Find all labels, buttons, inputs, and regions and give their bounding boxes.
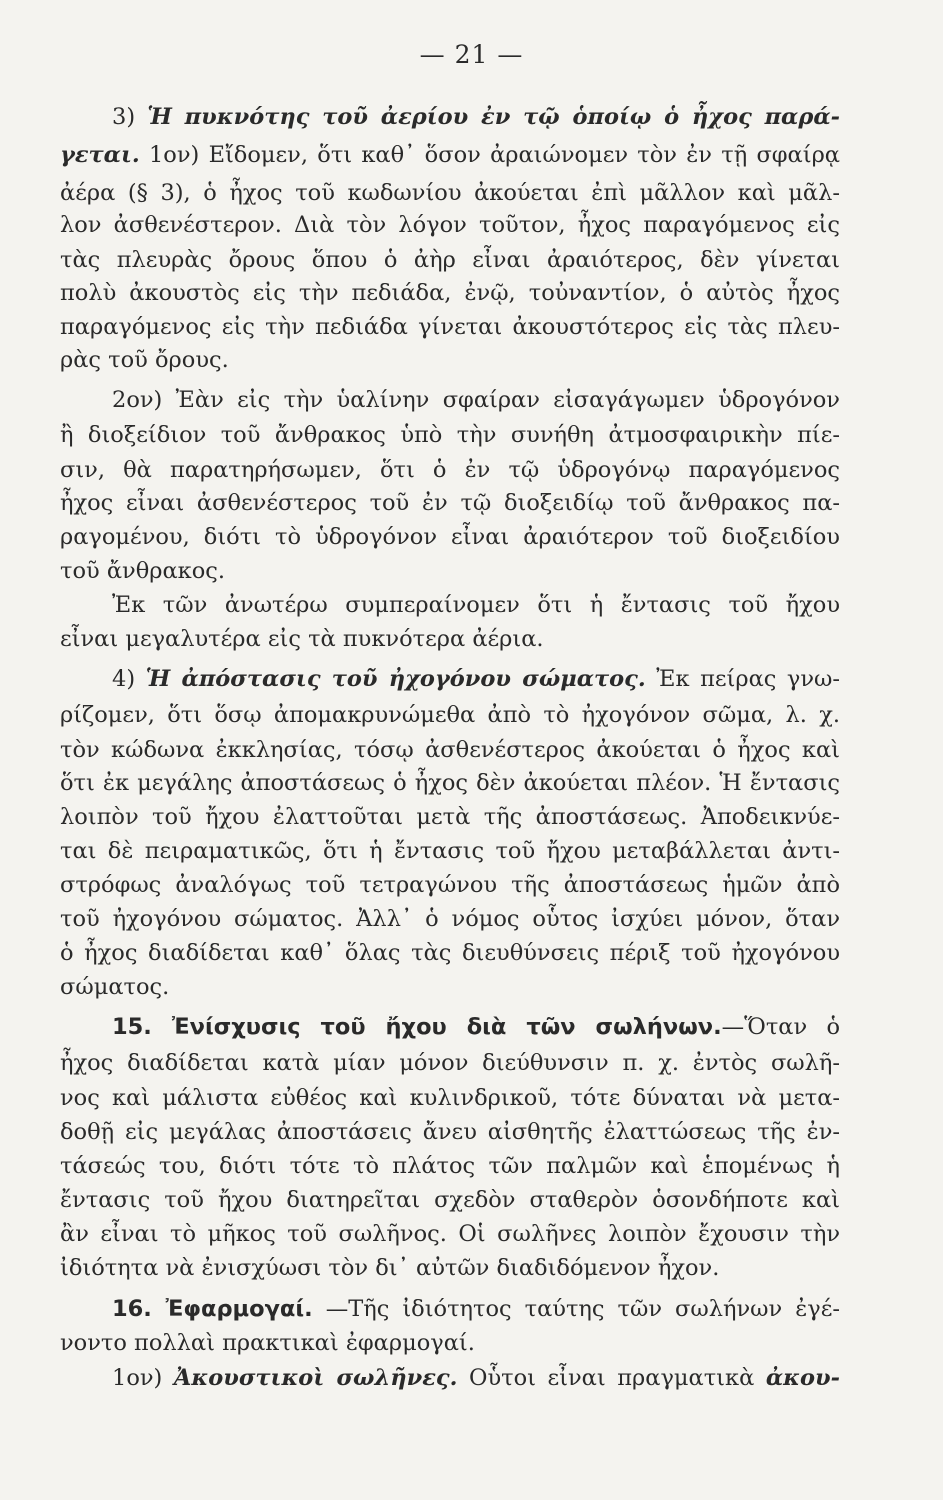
section-heading-line — [112, 1012, 840, 1042]
text-line: δοθῇ εἰς μεγάλας ἀποστάσεις ἄνευ αἰσθητῆς ἐλαττώσεως τῆς ἐν- — [60, 1119, 840, 1145]
text-line: λον ἀσθενέστερον. Διὰ τὸν λόγον τοῦτον, ἦχος παραγόμενος εἰς — [60, 212, 840, 238]
text-span: —Τῆς ἰδιότητος ταύτης τῶν σωλήνων ἐγέ- — [312, 1296, 841, 1322]
text-line — [112, 1363, 840, 1393]
section-title: Ἐνίσχυσις τοῦ ἤχου διὰ τῶν σωλήνων. — [151, 1014, 722, 1040]
text-line: νοντο πολλαὶ πρακτικαὶ ἐφαρμογαί. — [60, 1330, 475, 1356]
section-title: Ἐφαρμογαί. — [151, 1296, 313, 1322]
subsection-title: Ἀκουστικοὶ σωλῆνες. — [173, 1365, 458, 1391]
text-line: ραγομένου, διότι τὸ ὑδρογόνον εἶναι ἀραιότερον τοῦ διοξειδίου — [60, 524, 840, 550]
subsection-title: Ἡ πυκνότης τοῦ ἀερίου ἐν τῷ ὁποίῳ ὁ ἦχος παρά- — [147, 104, 840, 130]
text-line: ἦχος διαδίδεται κατὰ μίαν μόνον διεύθυνσιν π. χ. ἐντὸς σωλῆ- — [60, 1050, 840, 1076]
text-line: σώματος. — [60, 974, 170, 1000]
text-line: σιν, θὰ παρατηρήσωμεν, ὅτι ὁ ἐν τῷ ὑδρογόνῳ παραγόμενος — [60, 457, 840, 483]
item-number: 1ον) — [112, 1365, 174, 1391]
text-line: ἢ διοξείδιον τοῦ ἄνθρακος ὑπὸ τὴν συνήθη ἀτμοσφαιρικὴν πίε- — [60, 422, 840, 448]
section-number: 15. — [112, 1014, 152, 1040]
text-line: λοιπὸν τοῦ ἤχου ἐλαττοῦται μετὰ τῆς ἀποστάσεως. Ἀποδεικνύε- — [60, 804, 840, 830]
text-line: στρόφως ἀναλόγως τοῦ τετραγώνου τῆς ἀποστάσεως ἡμῶν ἀπὸ — [60, 872, 840, 898]
item-number: 4) — [112, 666, 146, 692]
text-span-bold: ἀκου- — [765, 1365, 840, 1391]
text-line: Ἐκ τῶν ἀνωτέρω συμπεραίνομεν ὅτι ἡ ἔντασις τοῦ ἤχου — [112, 592, 840, 618]
text-line: πολὺ ἀκουστὸς εἰς τὴν πεδιάδα, ἐνῷ, τοὐναντίον, ὁ αὐτὸς ἦχος — [60, 280, 840, 306]
text-line: ὅτι ἐκ μεγάλης ἀποστάσεως ὁ ἦχος δὲν ἀκούεται πλέον. Ἡ ἔντασις — [60, 770, 840, 796]
text-line: παραγόμενος εἰς τὴν πεδιάδα γίνεται ἀκουστότερος εἰς τὰς πλευ- — [60, 314, 840, 340]
subsection-title: Ἡ ἀπόστασις τοῦ ἠχογόνου σώματος. — [145, 666, 646, 692]
section-heading-line — [112, 1294, 840, 1324]
text-line: ἂν εἶναι τὸ μῆκος τοῦ σωλῆνος. Οἱ σωλῆνες λοιπὸν ἔχουσιν τὴν — [60, 1221, 840, 1247]
section-number: 16. — [112, 1296, 152, 1322]
text-line: ται δὲ πειραματικῶς, ὅτι ἡ ἔντασις τοῦ ἤχου μεταβάλλεται ἀντι- — [60, 838, 840, 864]
text-line: ἀέρα (§ 3), ὁ ἦχος τοῦ κωδωνίου ἀκούεται ἐπὶ μᾶλλον καὶ μᾶλ- — [60, 180, 840, 206]
page-number: — 21 — — [419, 40, 524, 69]
text-line: ρίζομεν, ὅτι ὅσῳ ἀπομακρυνώμεθα ἀπὸ τὸ ἠχογόνον σῶμα, λ. χ. — [60, 702, 840, 728]
text-span: 1ον) Εἴδομεν, ὅτι καθ᾽ ὅσον ἀραιώνομεν τὸν ἐν τῇ σφαίρᾳ — [139, 142, 840, 168]
text-line: ἔντασις τοῦ ἤχου διατηρεῖται σχεδὸν σταθερὸν ὁσονδήποτε καὶ — [60, 1187, 840, 1213]
text-line: ἦχος εἶναι ἀσθενέστερος τοῦ ἐν τῷ διοξειδίῳ τοῦ ἄνθρακος πα- — [60, 490, 840, 516]
text-line: ρὰς τοῦ ὄρους. — [60, 347, 229, 373]
text-line: εἶναι μεγαλυτέρα εἰς τὰ πυκνότερα ἀέρια. — [60, 626, 544, 652]
text-line: τοῦ ἠχογόνου σώματος. Ἀλλ᾽ ὁ νόμος οὗτος ἰσχύει μόνον, ὅταν — [60, 906, 840, 932]
text-span: Ἐκ πείρας γνω- — [645, 666, 841, 692]
text-span: Οὗτοι εἶναι πραγματικὰ — [457, 1365, 766, 1391]
text-line: τὰς πλευρὰς ὄρους ὅπου ὁ ἀὴρ εἶναι ἀραιότερος, δὲν γίνεται — [60, 247, 840, 273]
text-line — [112, 664, 840, 694]
text-line: ἰδιότητα νὰ ἐνισχύωσι τὸν δι᾽ αὐτῶν διαδιδόμενον ἦχον. — [60, 1255, 720, 1281]
text-line: ὁ ἦχος διαδίδεται καθ᾽ ὅλας τὰς διευθύνσεις πέριξ τοῦ ἠχογόνου — [60, 940, 840, 966]
text-line: 2ον) Ἐὰν εἰς τὴν ὑαλίνην σφαίραν εἰσαγάγωμεν ὑδρογόνον — [112, 387, 840, 413]
text-line: τάσεώς του, διότι τότε τὸ πλάτος τῶν παλμῶν καὶ ἑπομένως ἡ — [60, 1153, 840, 1179]
text-line: τοῦ ἄνθρακος. — [60, 558, 226, 584]
subsection-title-end: γεται. — [60, 142, 140, 168]
text-span: —Ὅταν ὁ — [721, 1014, 840, 1040]
text-line: τὸν κώδωνα ἐκκλησίας, τόσῳ ἀσθενέστερος ἀκούεται ὁ ἦχος καὶ — [60, 737, 840, 763]
text-line — [112, 102, 840, 132]
text-line — [60, 140, 840, 170]
item-number: 3) — [112, 104, 148, 130]
text-line: νος καὶ μάλιστα εὐθέος καὶ κυλινδρικοῦ, τότε δύναται νὰ μετα- — [60, 1085, 840, 1111]
